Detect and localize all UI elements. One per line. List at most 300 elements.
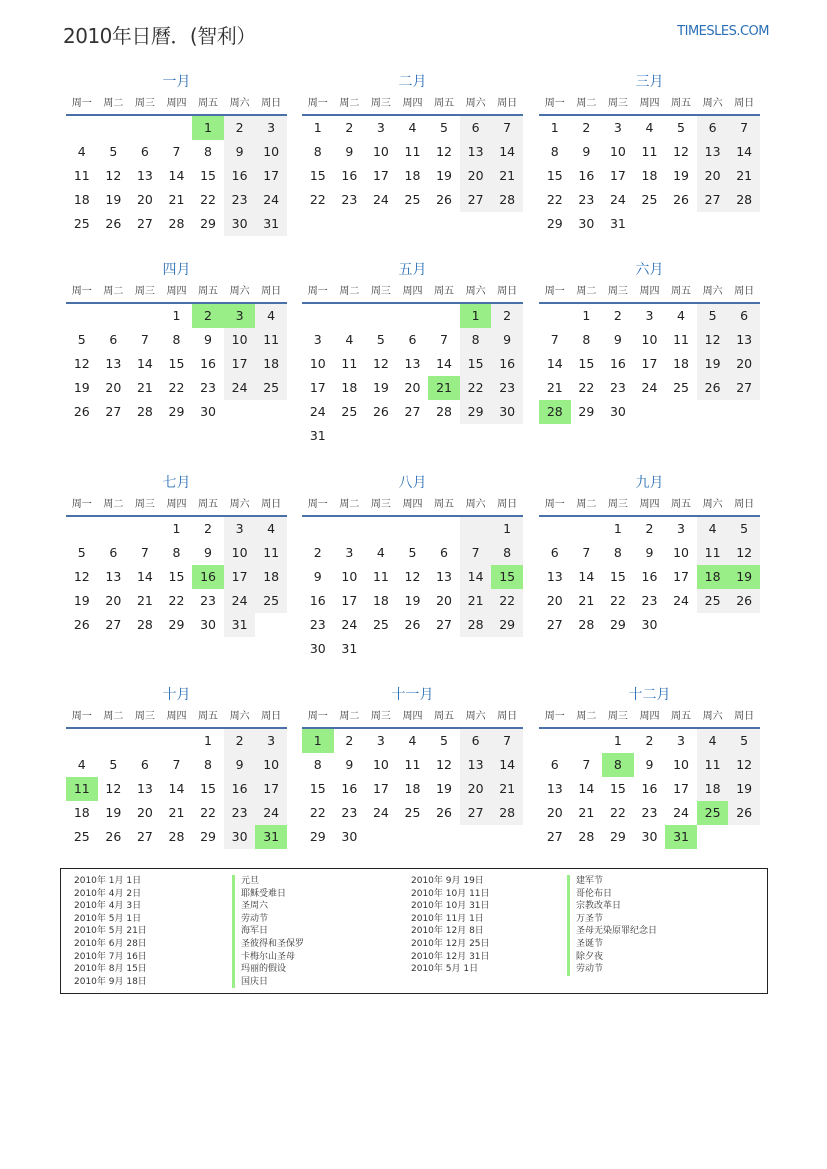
day-cell[interactable]: 5 [376,332,385,347]
day-cell[interactable]: 17 [224,352,256,376]
day-cell[interactable]: 19 [436,781,452,796]
day-cell[interactable]: 11 [255,541,287,565]
day-cell[interactable]: 21 [546,380,563,395]
day-cell[interactable]: 5 [109,757,118,772]
day-cell[interactable]: 3 [376,733,385,748]
day-cell[interactable]: 14 [168,781,185,796]
day-cell[interactable]: 21 [578,593,595,608]
day-cell[interactable]: 20 [460,777,492,801]
day-cell[interactable]: 24 [255,188,287,212]
day-cell[interactable]: 25 [73,216,90,231]
day-cell[interactable]: 1 [460,304,492,328]
day-cell[interactable]: 20 [697,164,729,188]
day-cell[interactable]: 12 [673,144,689,159]
day-cell[interactable]: 12 [73,569,90,584]
day-cell[interactable]: 26 [372,404,389,419]
day-cell[interactable]: 28 [491,188,523,212]
day-cell[interactable]: 15 [200,168,216,183]
day-cell[interactable]: 8 [460,328,492,352]
day-cell[interactable]: 15 [609,781,626,796]
day-cell[interactable]: 31 [341,641,358,656]
day-cell[interactable]: 29 [491,613,523,637]
day-cell[interactable]: 11 [404,757,421,772]
day-cell[interactable]: 19 [105,192,122,207]
day-cell[interactable]: 30 [641,829,658,844]
day-cell[interactable]: 16 [224,164,256,188]
day-cell[interactable]: 2 [192,304,224,328]
day-cell[interactable]: 31 [255,825,287,849]
day-cell[interactable]: 1 [613,521,622,536]
day-cell[interactable]: 20 [105,380,122,395]
day-cell[interactable]: 29 [609,617,626,632]
day-cell[interactable]: 17 [224,565,256,589]
day-cell[interactable]: 11 [404,144,421,159]
day-cell[interactable]: 30 [309,641,326,656]
day-cell[interactable]: 23 [609,380,626,395]
day-cell[interactable]: 14 [728,140,760,164]
day-cell[interactable]: 11 [641,144,658,159]
day-cell[interactable]: 29 [309,829,326,844]
day-cell[interactable]: 22 [168,593,185,608]
day-cell[interactable]: 12 [436,757,452,772]
day-cell[interactable]: 4 [345,332,354,347]
day-cell[interactable]: 24 [609,192,626,207]
day-cell[interactable]: 8 [602,753,634,777]
day-cell[interactable]: 4 [376,545,385,560]
day-cell[interactable]: 20 [460,164,492,188]
day-cell[interactable]: 24 [673,805,689,820]
day-cell[interactable]: 2 [645,733,654,748]
day-cell[interactable]: 16 [641,569,658,584]
day-cell[interactable]: 27 [105,404,122,419]
day-cell[interactable]: 4 [408,120,417,135]
day-cell[interactable]: 1 [582,308,591,323]
day-cell[interactable]: 27 [546,617,563,632]
day-cell[interactable]: 2 [645,521,654,536]
day-cell[interactable]: 4 [645,120,654,135]
day-cell[interactable]: 9 [645,757,654,772]
day-cell[interactable]: 27 [105,617,122,632]
day-cell[interactable]: 21 [728,164,760,188]
day-cell[interactable]: 25 [372,617,389,632]
day-cell[interactable]: 23 [200,380,216,395]
day-cell[interactable]: 24 [341,617,358,632]
day-cell[interactable]: 16 [341,781,358,796]
day-cell[interactable]: 10 [372,144,389,159]
day-cell[interactable]: 18 [73,805,90,820]
day-cell[interactable]: 5 [440,733,448,748]
day-cell[interactable]: 26 [728,801,760,825]
day-cell[interactable]: 30 [641,617,658,632]
day-cell[interactable]: 23 [578,192,595,207]
day-cell[interactable]: 17 [673,569,689,584]
day-cell[interactable]: 24 [224,376,256,400]
day-cell[interactable]: 5 [440,120,448,135]
day-cell[interactable]: 12 [728,541,760,565]
day-cell[interactable]: 26 [73,404,90,419]
day-cell[interactable]: 19 [372,380,389,395]
day-cell[interactable]: 19 [436,168,452,183]
day-cell[interactable]: 28 [136,617,153,632]
day-cell[interactable]: 17 [372,781,389,796]
day-cell[interactable]: 9 [645,545,654,560]
day-cell[interactable]: 20 [136,805,153,820]
day-cell[interactable]: 20 [728,352,760,376]
day-cell[interactable]: 3 [677,521,685,536]
day-cell[interactable]: 4 [77,144,86,159]
day-cell[interactable]: 17 [255,777,287,801]
day-cell[interactable]: 7 [440,332,448,347]
day-cell[interactable]: 4 [77,757,86,772]
day-cell[interactable]: 13 [136,168,153,183]
day-cell[interactable]: 10 [641,332,658,347]
day-cell[interactable]: 14 [491,140,523,164]
day-cell[interactable]: 19 [697,352,729,376]
day-cell[interactable]: 1 [491,517,523,541]
day-cell[interactable]: 8 [204,144,212,159]
day-cell[interactable]: 11 [697,753,729,777]
day-cell[interactable]: 11 [673,332,689,347]
day-cell[interactable]: 5 [408,545,417,560]
day-cell[interactable]: 10 [224,541,256,565]
day-cell[interactable]: 8 [204,757,212,772]
day-cell[interactable]: 18 [404,781,421,796]
day-cell[interactable]: 28 [136,404,153,419]
day-cell[interactable]: 23 [200,593,216,608]
day-cell[interactable]: 14 [136,356,153,371]
day-cell[interactable]: 4 [697,729,729,753]
day-cell[interactable]: 13 [105,356,122,371]
day-cell[interactable]: 28 [578,617,595,632]
day-cell[interactable]: 30 [224,825,256,849]
day-cell[interactable]: 16 [224,777,256,801]
day-cell[interactable]: 26 [73,617,90,632]
day-cell[interactable]: 18 [372,593,389,608]
day-cell[interactable]: 1 [313,120,322,135]
day-cell[interactable]: 26 [105,216,122,231]
day-cell[interactable]: 9 [204,545,212,560]
day-cell[interactable]: 21 [491,164,523,188]
day-cell[interactable]: 27 [460,188,492,212]
day-cell[interactable]: 27 [136,829,153,844]
day-cell[interactable]: 22 [460,376,492,400]
day-cell[interactable]: 17 [341,593,358,608]
day-cell[interactable]: 21 [491,777,523,801]
day-cell[interactable]: 31 [224,613,256,637]
day-cell[interactable]: 24 [309,404,326,419]
day-cell[interactable]: 6 [460,729,492,753]
day-cell[interactable]: 3 [645,308,654,323]
day-cell[interactable]: 22 [546,192,563,207]
day-cell[interactable]: 26 [436,805,452,820]
day-cell[interactable]: 27 [728,376,760,400]
day-cell[interactable]: 27 [436,617,452,632]
day-cell[interactable]: 15 [168,356,185,371]
day-cell[interactable]: 27 [460,801,492,825]
day-cell[interactable]: 8 [313,144,322,159]
day-cell[interactable]: 13 [105,569,122,584]
day-cell[interactable]: 16 [578,168,595,183]
day-cell[interactable]: 21 [168,805,185,820]
day-cell[interactable]: 8 [613,545,622,560]
day-cell[interactable]: 22 [309,805,326,820]
day-cell[interactable]: 8 [172,545,181,560]
day-cell[interactable]: 3 [677,733,685,748]
day-cell[interactable]: 15 [546,168,563,183]
day-cell[interactable]: 28 [168,216,185,231]
day-cell[interactable]: 23 [641,593,658,608]
day-cell[interactable]: 21 [168,192,185,207]
day-cell[interactable]: 11 [341,356,358,371]
day-cell[interactable]: 30 [200,617,216,632]
day-cell[interactable]: 26 [105,829,122,844]
day-cell[interactable]: 17 [372,168,389,183]
day-cell[interactable]: 2 [345,733,354,748]
day-cell[interactable]: 11 [697,541,729,565]
day-cell[interactable]: 22 [309,192,326,207]
day-cell[interactable]: 20 [436,593,452,608]
day-cell[interactable]: 12 [105,781,122,796]
day-cell[interactable]: 5 [728,729,760,753]
day-cell[interactable]: 24 [224,589,256,613]
day-cell[interactable]: 23 [491,376,523,400]
day-cell[interactable]: 31 [309,428,326,443]
day-cell[interactable]: 12 [73,356,90,371]
day-cell[interactable]: 1 [192,116,224,140]
day-cell[interactable]: 23 [309,617,326,632]
day-cell[interactable]: 14 [578,781,595,796]
day-cell[interactable]: 5 [728,517,760,541]
day-cell[interactable]: 18 [404,168,421,183]
day-cell[interactable]: 4 [677,308,685,323]
day-cell[interactable]: 30 [578,216,595,231]
day-cell[interactable]: 22 [168,380,185,395]
day-cell[interactable]: 14 [491,753,523,777]
day-cell[interactable]: 22 [491,589,523,613]
day-cell[interactable]: 13 [404,356,421,371]
day-cell[interactable]: 5 [77,332,86,347]
day-cell[interactable]: 13 [460,753,492,777]
day-cell[interactable]: 24 [255,801,287,825]
day-cell[interactable]: 25 [641,192,658,207]
day-cell[interactable]: 5 [697,304,729,328]
day-cell[interactable]: 15 [200,781,216,796]
day-cell[interactable]: 9 [582,144,591,159]
day-cell[interactable]: 9 [204,332,212,347]
day-cell[interactable]: 13 [728,328,760,352]
day-cell[interactable]: 31 [255,212,287,236]
day-cell[interactable]: 4 [255,304,287,328]
day-cell[interactable]: 4 [255,517,287,541]
day-cell[interactable]: 2 [345,120,354,135]
day-cell[interactable]: 7 [582,545,591,560]
day-cell[interactable]: 14 [578,569,595,584]
day-cell[interactable]: 5 [677,120,685,135]
day-cell[interactable]: 23 [641,805,658,820]
day-cell[interactable]: 8 [313,757,322,772]
day-cell[interactable]: 10 [372,757,389,772]
day-cell[interactable]: 15 [309,781,326,796]
day-cell[interactable]: 22 [609,805,626,820]
day-cell[interactable]: 31 [609,216,626,231]
day-cell[interactable]: 6 [109,545,118,560]
day-cell[interactable]: 16 [192,565,224,589]
day-cell[interactable]: 9 [491,328,523,352]
day-cell[interactable]: 6 [550,545,559,560]
day-cell[interactable]: 29 [546,216,563,231]
day-cell[interactable]: 5 [109,144,118,159]
day-cell[interactable]: 24 [641,380,658,395]
day-cell[interactable]: 3 [255,729,287,753]
day-cell[interactable]: 26 [673,192,689,207]
day-cell[interactable]: 2 [313,545,322,560]
day-cell[interactable]: 29 [200,829,216,844]
day-cell[interactable]: 3 [255,116,287,140]
day-cell[interactable]: 26 [697,376,729,400]
day-cell[interactable]: 1 [550,120,559,135]
day-cell[interactable]: 17 [309,380,326,395]
day-cell[interactable]: 14 [436,356,452,371]
day-cell[interactable]: 21 [428,376,460,400]
day-cell[interactable]: 10 [255,140,287,164]
day-cell[interactable]: 20 [404,380,421,395]
day-cell[interactable]: 23 [224,188,256,212]
day-cell[interactable]: 3 [376,120,385,135]
day-cell[interactable]: 25 [404,805,421,820]
day-cell[interactable]: 9 [224,753,256,777]
day-cell[interactable]: 18 [697,777,729,801]
day-cell[interactable]: 25 [73,829,90,844]
day-cell[interactable]: 5 [77,545,86,560]
day-cell[interactable]: 16 [609,356,626,371]
day-cell[interactable]: 19 [73,593,90,608]
day-cell[interactable]: 14 [136,569,153,584]
day-cell[interactable]: 2 [582,120,591,135]
day-cell[interactable]: 1 [302,729,334,753]
day-cell[interactable]: 29 [168,617,185,632]
day-cell[interactable]: 10 [673,545,689,560]
day-cell[interactable]: 25 [697,801,729,825]
day-cell[interactable]: 1 [172,308,181,323]
day-cell[interactable]: 19 [728,777,760,801]
day-cell[interactable]: 30 [341,829,358,844]
day-cell[interactable]: 11 [255,328,287,352]
day-cell[interactable]: 2 [224,116,256,140]
day-cell[interactable]: 19 [105,805,122,820]
day-cell[interactable]: 12 [436,144,452,159]
day-cell[interactable]: 1 [204,733,212,748]
day-cell[interactable]: 1 [613,733,622,748]
day-cell[interactable]: 10 [609,144,626,159]
day-cell[interactable]: 27 [136,216,153,231]
day-cell[interactable]: 30 [200,404,216,419]
day-cell[interactable]: 28 [168,829,185,844]
day-cell[interactable]: 30 [224,212,256,236]
day-cell[interactable]: 3 [613,120,622,135]
day-cell[interactable]: 3 [345,545,354,560]
day-cell[interactable]: 7 [172,757,181,772]
day-cell[interactable]: 7 [140,332,149,347]
day-cell[interactable]: 24 [673,593,689,608]
day-cell[interactable]: 22 [609,593,626,608]
day-cell[interactable]: 20 [136,192,153,207]
day-cell[interactable]: 29 [578,404,595,419]
day-cell[interactable]: 2 [204,521,212,536]
day-cell[interactable]: 19 [73,380,90,395]
day-cell[interactable]: 17 [641,356,658,371]
day-cell[interactable]: 26 [436,192,452,207]
day-cell[interactable]: 15 [609,569,626,584]
day-cell[interactable]: 16 [341,168,358,183]
day-cell[interactable]: 25 [341,404,358,419]
day-cell[interactable]: 20 [105,593,122,608]
day-cell[interactable]: 14 [168,168,185,183]
day-cell[interactable]: 22 [200,805,216,820]
day-cell[interactable]: 10 [255,753,287,777]
day-cell[interactable]: 23 [224,801,256,825]
day-cell[interactable]: 4 [697,517,729,541]
day-cell[interactable]: 9 [345,144,354,159]
day-cell[interactable]: 26 [728,589,760,613]
day-cell[interactable]: 21 [136,380,153,395]
day-cell[interactable]: 2 [224,729,256,753]
day-cell[interactable]: 8 [172,332,181,347]
day-cell[interactable]: 28 [539,400,571,424]
day-cell[interactable]: 10 [309,356,326,371]
day-cell[interactable]: 17 [255,164,287,188]
day-cell[interactable]: 24 [372,192,389,207]
day-cell[interactable]: 7 [460,541,492,565]
day-cell[interactable]: 28 [578,829,595,844]
day-cell[interactable]: 18 [255,352,287,376]
day-cell[interactable]: 15 [460,352,492,376]
day-cell[interactable]: 12 [372,356,389,371]
day-cell[interactable]: 16 [641,781,658,796]
day-cell[interactable]: 6 [460,116,492,140]
day-cell[interactable]: 11 [66,777,98,801]
day-cell[interactable]: 16 [200,356,216,371]
day-cell[interactable]: 25 [697,589,729,613]
day-cell[interactable]: 1 [172,521,181,536]
day-cell[interactable]: 3 [224,517,256,541]
day-cell[interactable]: 27 [404,404,421,419]
day-cell[interactable]: 28 [460,613,492,637]
day-cell[interactable]: 7 [550,332,559,347]
day-cell[interactable]: 30 [609,404,626,419]
day-cell[interactable]: 9 [345,757,354,772]
day-cell[interactable]: 6 [440,545,448,560]
day-cell[interactable]: 21 [460,589,492,613]
day-cell[interactable]: 8 [550,144,559,159]
day-cell[interactable]: 10 [341,569,358,584]
day-cell[interactable]: 26 [404,617,421,632]
day-cell[interactable]: 8 [491,541,523,565]
day-cell[interactable]: 11 [73,168,90,183]
day-cell[interactable]: 12 [697,328,729,352]
day-cell[interactable]: 18 [673,356,689,371]
day-cell[interactable]: 21 [578,805,595,820]
day-cell[interactable]: 6 [408,332,417,347]
day-cell[interactable]: 19 [673,168,689,183]
day-cell[interactable]: 12 [404,569,421,584]
day-cell[interactable]: 13 [436,569,452,584]
day-cell[interactable]: 31 [665,825,697,849]
day-cell[interactable]: 29 [168,404,185,419]
day-cell[interactable]: 6 [728,304,760,328]
day-cell[interactable]: 14 [460,565,492,589]
day-cell[interactable]: 13 [546,569,563,584]
day-cell[interactable]: 7 [140,545,149,560]
